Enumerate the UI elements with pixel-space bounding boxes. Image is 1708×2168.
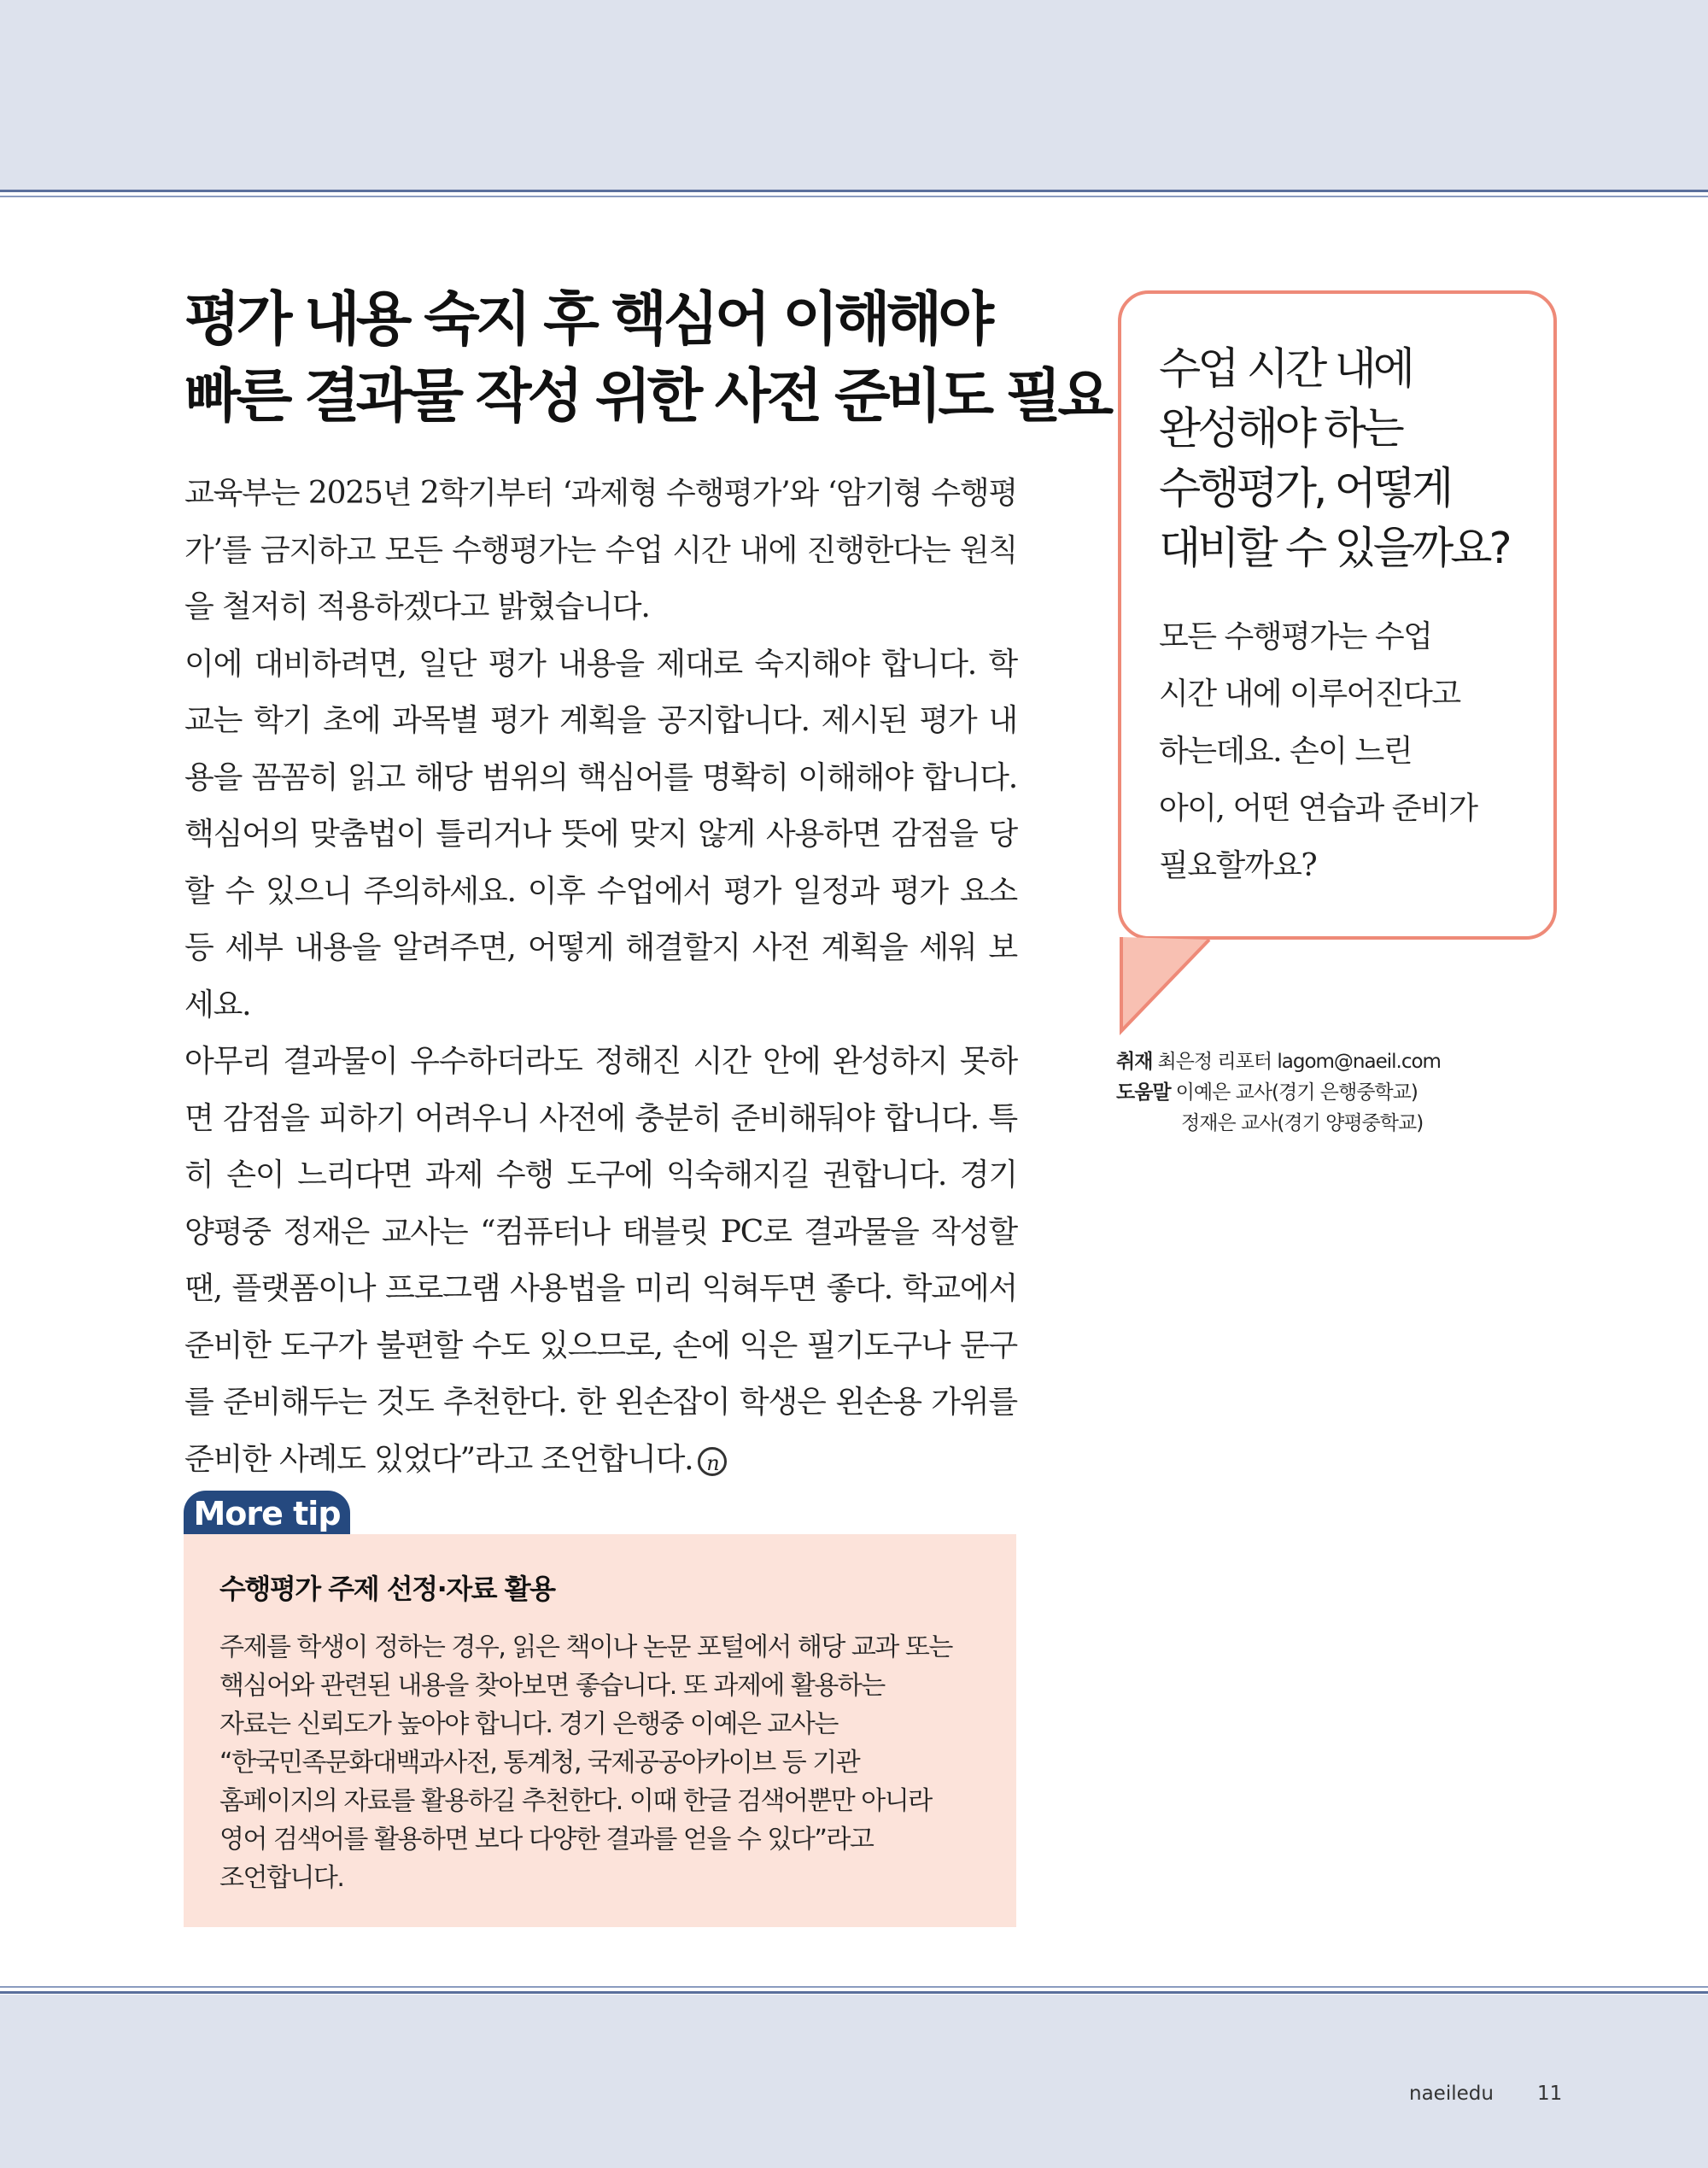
paragraph-1: 교육부는 2025년 2학기부터 ‘과제형 수행평가’와 ‘암기형 수행평가’를 금지하고 모든 수행평가는 수업 시간 내에 진행한다는 원칙을 철저히 적용하겠다고 밝혔습니다.: [184, 476, 1017, 624]
more-tip-tab: More tip: [184, 1491, 350, 1534]
question-text-line: 하는데요. 손이 느린: [1159, 734, 1413, 769]
paragraph-3-text: 아무리 결과물이 우수하더라도 정해진 시간 안에 완성하지 못하면 감점을 피하기 어려우니 사전에 충분히 준비해둬야 합니다. 특히 손이 느리다면 과제 수행 도구에 익숙해지길 권합니다. 경기 양평중 정재은 교사는 “컴퓨터나 태블릿 PC로 결과물을 작성할 땐, 플랫폼이나 프로그램 사용법을 미리 익혀두면 좋다. 학교에서 준비한 도구가 불편할 수도 있으므로, 손에 익은 필기도구나 문구를 준비해두는 것도 추천한다. 한 왼손잡이 학생은 왼손용 가위를 준비한 사례도 있었다”라고 조언합니다.: [184, 1044, 1017, 1477]
credits: [1116, 1046, 1526, 1139]
headline-line-1: 평가 내용 숙지 후 핵심어 이해해야: [184, 286, 991, 354]
tip-line: “한국민족문화대백과사전, 통계청, 국제공공아카이브 등 기관: [219, 1748, 860, 1778]
bottom-band: [0, 1995, 1708, 2168]
footer-publication: naeiledu: [1409, 2083, 1494, 2105]
top-rule: [0, 190, 1708, 192]
tip-line: 영어 검색어를 활용하면 보다 다양한 결과를 얻을 수 있다”라고: [219, 1825, 874, 1855]
headline-line-2: 빠른 결과물 작성 위한 사전 준비도 필요: [184, 363, 1110, 431]
article-body: [184, 466, 1017, 1488]
credit-helper-2: [1116, 1108, 1526, 1139]
tip-line: 핵심어와 관련된 내용을 찾아보면 좋습니다. 또 과제에 활용하는: [219, 1671, 885, 1701]
footer-page-number: 11: [1537, 2083, 1563, 2105]
paragraph-3: [184, 1034, 1017, 1488]
bubble-tail-icon: [1110, 935, 1213, 1037]
question-title-line: 수업 시간 내에: [1159, 344, 1413, 395]
end-mark-icon: n: [698, 1447, 727, 1476]
credit-reporter-label: 취재: [1116, 1051, 1153, 1073]
question-title-line: 완성해야 하는: [1159, 404, 1401, 454]
more-tip-box: [184, 1534, 1016, 1927]
credit-helper: [1116, 1077, 1526, 1108]
bottom-rule: [0, 1991, 1708, 1994]
credit-reporter-value: 최은정 리포터 lagom@naeil.com: [1157, 1051, 1441, 1073]
tip-line: 조언합니다.: [219, 1863, 344, 1893]
top-band: [0, 0, 1708, 190]
credit-reporter: [1116, 1046, 1526, 1077]
question-text: [1159, 608, 1535, 894]
tip-line: 홈페이지의 자료를 활용하길 추천한다. 이때 한글 검색어뿐만 아니라: [219, 1786, 932, 1816]
question-text-line: 필요할까요?: [1159, 848, 1317, 883]
headline: [184, 282, 1110, 436]
question-text-line: 아이, 어떤 연습과 준비가: [1159, 791, 1477, 826]
question-text-line: 시간 내에 이루어진다고: [1159, 677, 1460, 712]
top-rule-thin: [0, 196, 1708, 197]
credit-helper-value-2: 정재은 교사(경기 양평중학교): [1181, 1112, 1424, 1134]
question-title-line: 수행평가, 어떻게: [1159, 464, 1451, 514]
tip-line: 자료는 신뢰도가 높아야 합니다. 경기 은행중 이예은 교사는: [219, 1709, 838, 1739]
tip-title: 수행평가 주제 선정·자료 활용: [219, 1573, 555, 1605]
paragraph-2: 이에 대비하려면, 일단 평가 내용을 제대로 숙지해야 합니다. 학교는 학기 초에 과목별 평가 계획을 공지합니다. 제시된 평가 내용을 꼼꼼히 읽고 해당 범위의 핵심어를 명확히 이해해야 합니다. 핵심어의 맞춤법이 틀리거나 뜻에 맞지 않게 사용하면 감점을 당할 수 있으니 주의하세요. 이후 수업에서 평가 일정과 평가 요소 등 세부 내용을 알려주면, 어떻게 해결할지 사전 계획을 세워 보세요.: [184, 646, 1017, 1022]
question-title-line: 대비할 수 있을까요?: [1159, 524, 1509, 574]
bottom-rule-thin: [0, 1986, 1708, 1988]
tip-line: 주제를 학생이 정하는 경우, 읽은 책이나 논문 포털에서 해당 교과 또는: [219, 1632, 952, 1662]
credit-helper-label: 도움말: [1116, 1081, 1171, 1104]
question-title: [1159, 340, 1552, 579]
question-text-line: 모든 수행평가는 수업: [1159, 619, 1432, 654]
credit-helper-value-1: 이예은 교사(경기 은행중학교): [1175, 1081, 1418, 1104]
